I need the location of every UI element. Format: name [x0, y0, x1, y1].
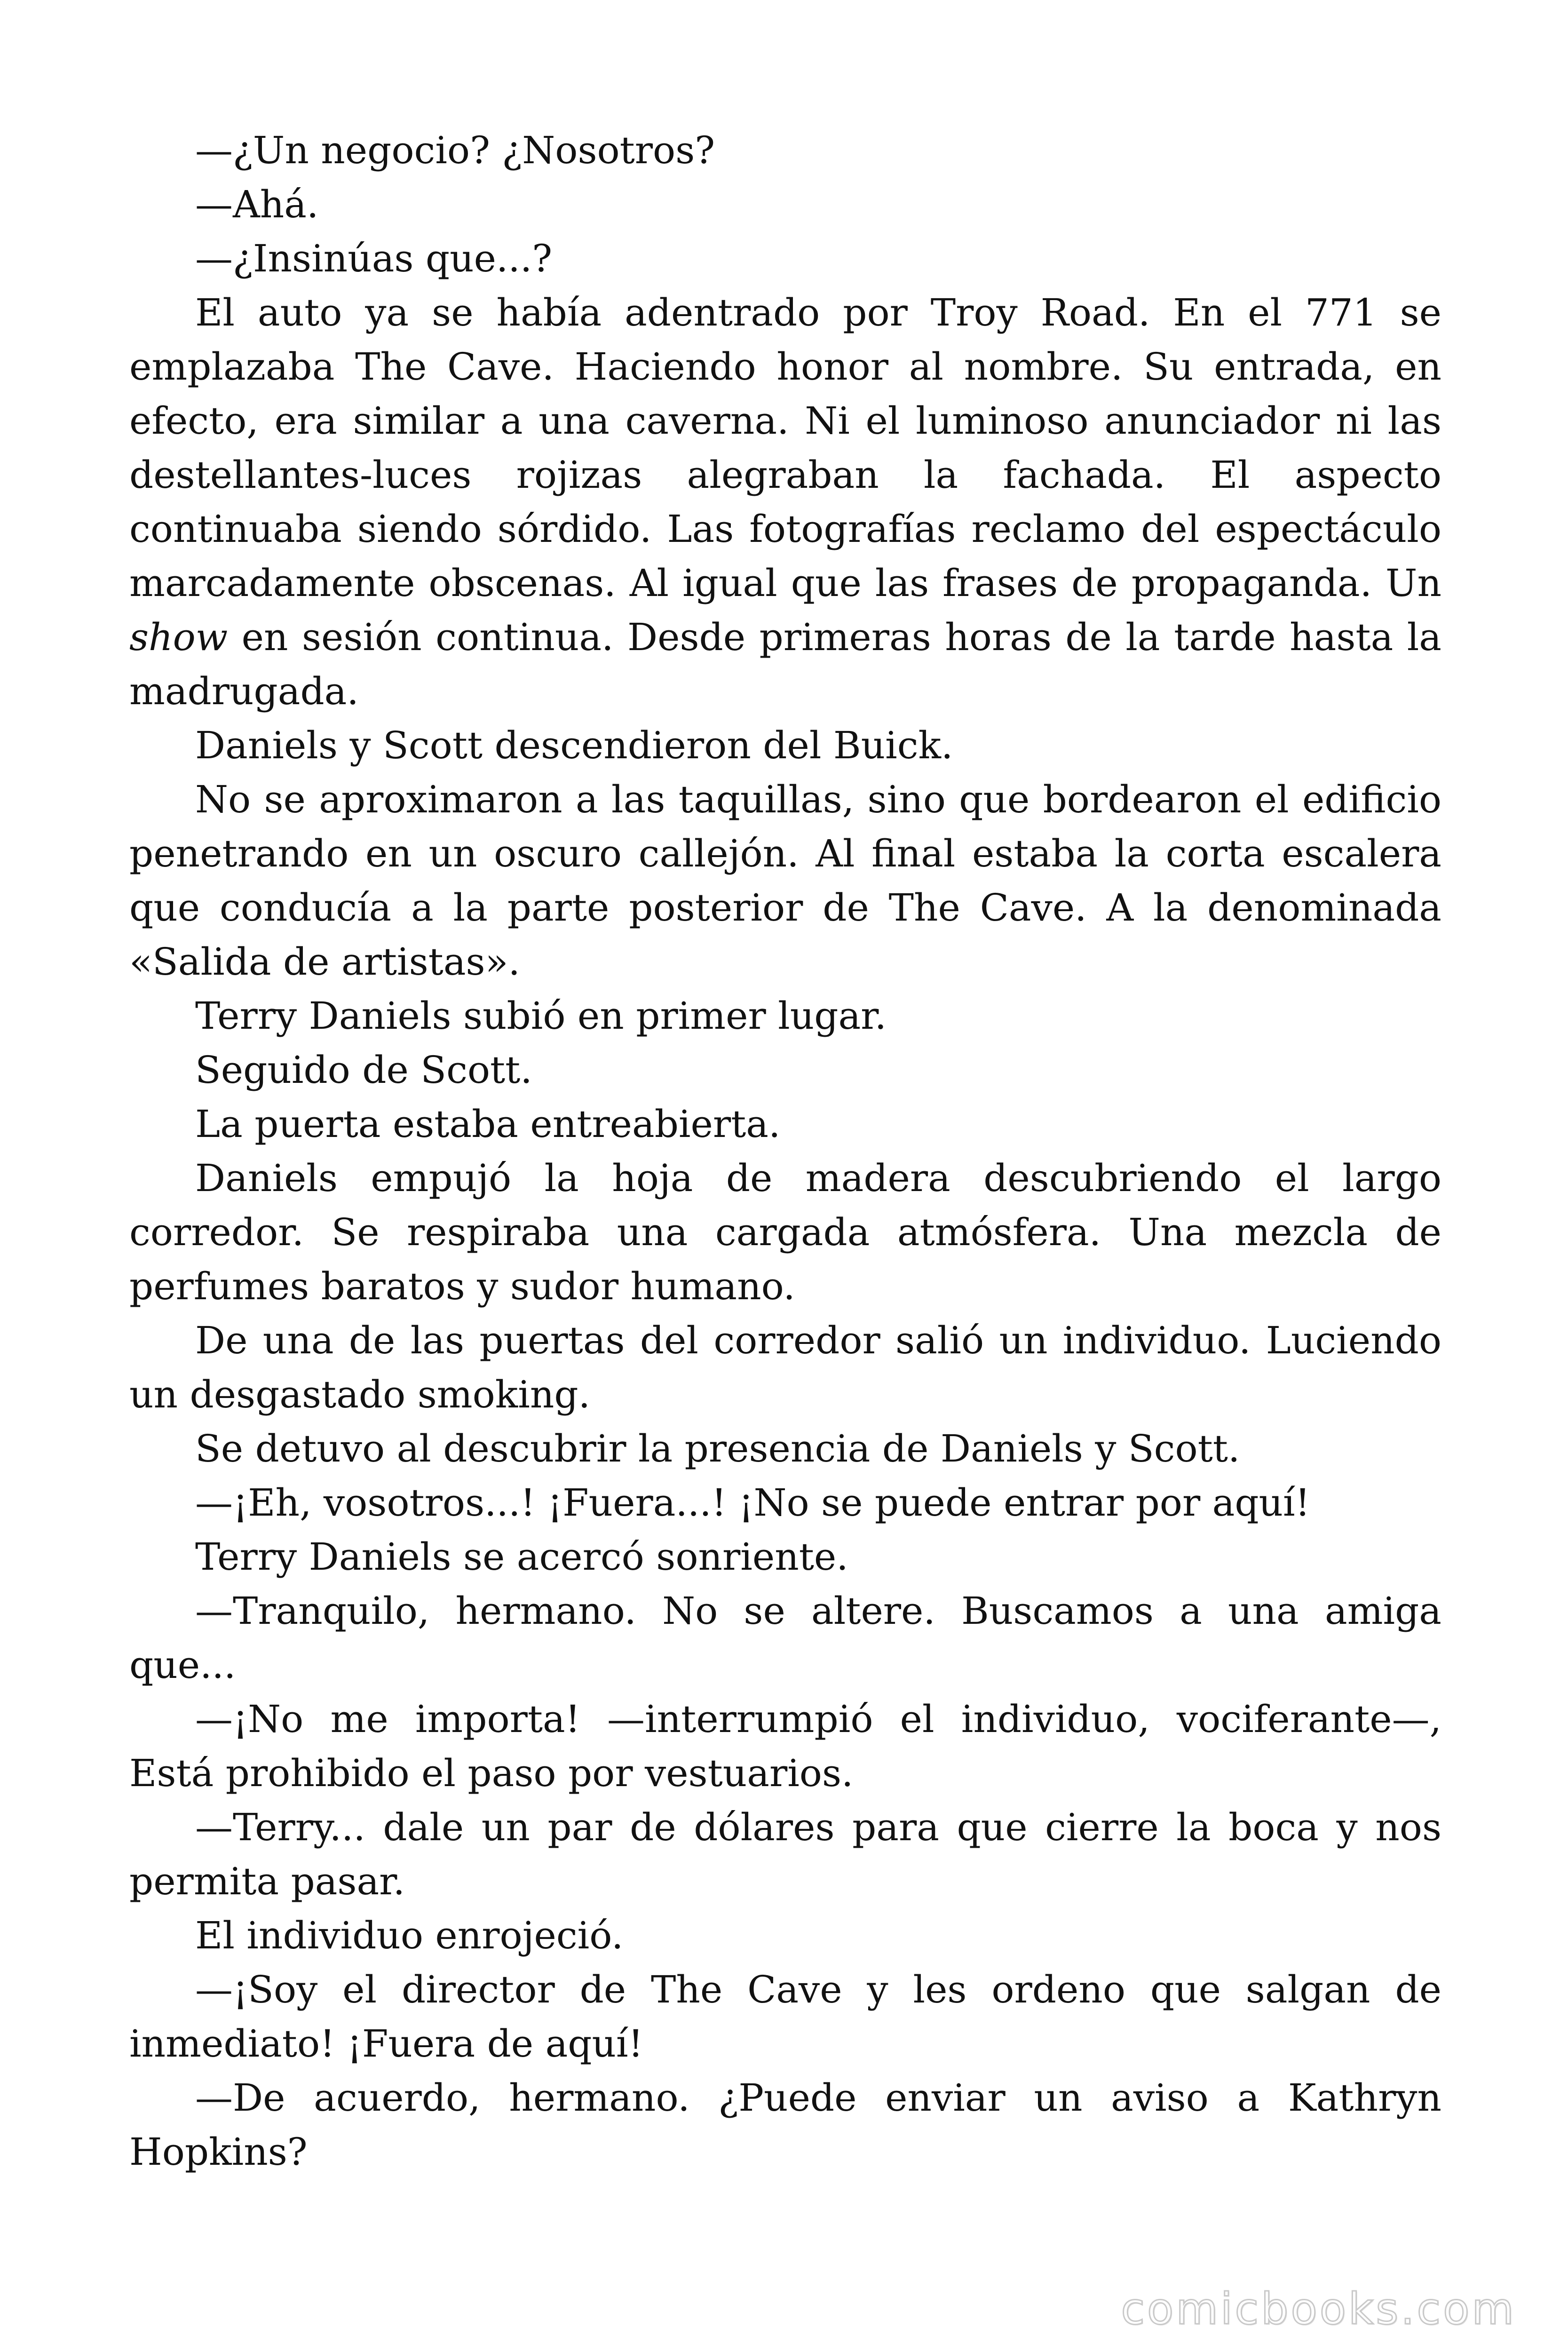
paragraph-14: Terry Daniels se acercó sonriente. [195, 1535, 848, 1579]
paragraph-7: Terry Daniels subió en primer lugar. [195, 994, 887, 1038]
paragraph-2: —Ahá. [195, 183, 319, 226]
paragraph-4 [129, 286, 1441, 718]
paragraph-3: —¿Insinúas que...? [195, 237, 553, 280]
italic-word-show: show [129, 615, 228, 659]
paragraph-4-tail: en sesión continua. Desde primeras horas de la tarde hasta la madrugada. [129, 615, 1441, 713]
paragraph-13: —¡Eh, vosotros...! ¡Fuera...! ¡No se puede entrar por aquí! [195, 1481, 1310, 1525]
paragraph-17: —Terry... dale un par de dólares para que cierre la boca y nos permita pasar. [129, 1805, 1441, 1903]
paragraph-15: —Tranquilo, hermano. No se altere. Buscamos a una amiga que... [129, 1589, 1441, 1687]
paragraph-20: —De acuerdo, hermano. ¿Puede enviar un aviso a Kathryn Hopkins? [129, 2076, 1441, 2174]
paragraph-16: —¡No me importa! —interrumpió el individuo, vociferante—, Está prohibido el paso por vestuarios. [129, 1697, 1441, 1795]
paragraph-11: De una de las puertas del corredor salió un individuo. Luciendo un desgastado smoking. [129, 1319, 1441, 1416]
paragraph-18: El individuo enrojeció. [195, 1914, 624, 1957]
paragraph-8: Seguido de Scott. [195, 1048, 532, 1092]
paragraph-19: —¡Soy el director de The Cave y les ordeno que salgan de inmediato! ¡Fuera de aquí! [129, 1968, 1441, 2066]
paragraph-6: No se aproximaron a las taquillas, sino que bordearon el edificio penetrando en un oscuro callejón. Al final estaba la corta escalera que conducía a la parte posterior de The Cave. A la denominada «Salida de artistas». [129, 778, 1441, 984]
paragraph-9: La puerta estaba entreabierta. [195, 1102, 781, 1146]
book-page-text [129, 123, 1441, 2179]
paragraph-1: —¿Un negocio? ¿Nosotros? [195, 128, 715, 172]
paragraph-5: Daniels y Scott descendieron del Buick. [195, 723, 953, 767]
paragraph-10: Daniels empujó la hoja de madera descubriendo el largo corredor. Se respiraba una cargada atmósfera. Una mezcla de perfumes baratos y sudor humano. [129, 1156, 1441, 1308]
paragraph-4-text: El auto ya se había adentrado por Troy Road. En el 771 se emplazaba The Cave. Haciendo honor al nombre. Su entrada, en efecto, era similar a una caverna. Ni el luminoso anunciador ni las destellantes-luces rojizas alegraban la fachada. El aspecto continuaba siendo sórdido. Las fotografías reclamo del espectáculo marcadamente obscenas. Al igual que las frases de propaganda. Un [129, 291, 1441, 605]
watermark-comicbooks: comicbooks.com [1121, 2284, 1516, 2334]
paragraph-12: Se detuvo al descubrir la presencia de Daniels y Scott. [195, 1427, 1240, 1470]
